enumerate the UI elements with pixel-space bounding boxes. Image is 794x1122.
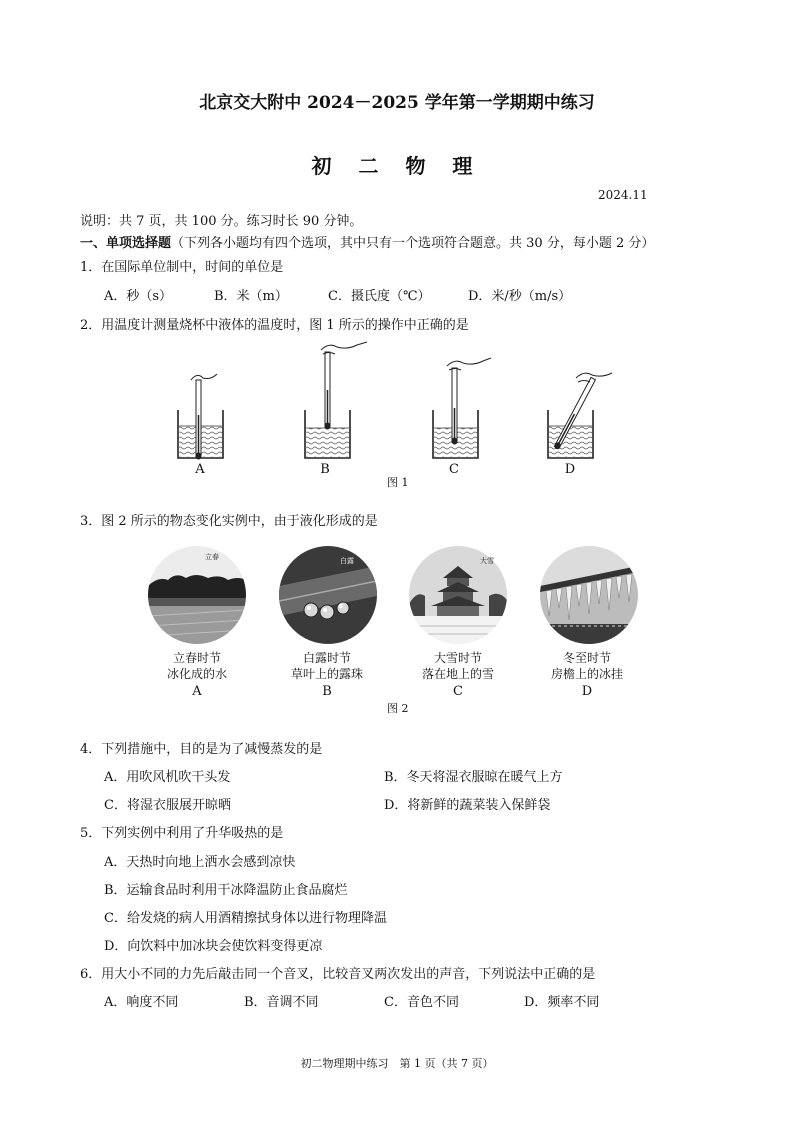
q6-option-a: A．响度不同	[104, 995, 179, 1010]
page-footer: 初二物理期中练习 第 1 页（共 7 页）	[300, 1057, 494, 1070]
exam-title: 北京交大附中 2024－2025 学年第一学期期中练习	[199, 93, 595, 113]
figure-2-caption: 图 2	[387, 702, 409, 715]
photo-spring-ice	[148, 546, 246, 644]
q4-option-b: B．冬天将湿衣服晾在暖气上方	[384, 770, 563, 785]
figure-1-caption: 图 1	[387, 476, 409, 489]
photo-caption-b-line1: 白露时节	[302, 651, 351, 665]
photo-caption-d	[527, 650, 647, 700]
photo-caption-a-line2: 冰化成的水	[166, 667, 227, 681]
question-6-stem: 6．用大小不同的力先后敲击同一个音叉，比较音叉两次发出的声音，下列说法中正确的是	[80, 967, 596, 982]
photo-tag-snow: 大雪	[480, 557, 494, 565]
subject-title: 初 二 物 理	[311, 154, 483, 178]
section-heading	[80, 232, 654, 251]
q1-option-b: B．米（m）	[214, 289, 288, 304]
question-2-stem: 2．用温度计测量烧杯中液体的温度时，图 1 所示的操作中正确的是	[80, 318, 469, 333]
question-1-stem: 1．在国际单位制中，时间的单位是	[80, 260, 284, 275]
question-5-stem: 5．下列实例中利用了升华吸热的是	[80, 826, 284, 841]
photo-caption-b-line2: 草叶上的露珠	[290, 667, 363, 681]
photo-label-d: D	[581, 684, 593, 699]
photo-caption-c	[398, 650, 518, 700]
q5-option-a: A．天热时向地上洒水会感到凉快	[104, 855, 296, 870]
photo-caption-d-line2: 房檐上的冰挂	[550, 667, 623, 681]
photo-caption-a-line1: 立春时节	[172, 651, 221, 665]
photo-caption-c-line2: 落在地上的雪	[421, 667, 494, 681]
q1-option-a: A．秒（s）	[104, 289, 173, 304]
beaker-a	[178, 374, 223, 460]
fig1-label-b: B	[320, 462, 330, 477]
exam-note: 说明：共 7 页，共 100 分。练习时长 90 分钟。	[80, 214, 363, 229]
q6-option-d: D．频率不同	[524, 995, 600, 1010]
question-4-stem: 4．下列措施中，目的是为了减慢蒸发的是	[80, 742, 323, 757]
question-3-stem: 3．图 2 所示的物态变化实例中，由于液化形成的是	[80, 514, 378, 529]
q6-option-c: C．音色不同	[384, 995, 459, 1010]
section-heading-label: 一、单项选择题	[80, 236, 172, 251]
q4-option-a: A．用吹风机吹干头发	[104, 770, 231, 785]
fig1-label-a: A	[195, 462, 205, 477]
q1-option-d: D．米/秒（m/s）	[468, 289, 572, 304]
beaker-d	[548, 373, 612, 458]
fig1-label-c: C	[449, 462, 459, 477]
photo-label-b: B	[322, 684, 332, 699]
q1-option-c: C．摄氏度（℃）	[328, 289, 431, 304]
photo-caption-d-line1: 冬至时节	[562, 651, 611, 665]
beaker-b	[305, 342, 367, 458]
beaker-c	[433, 358, 491, 458]
q4-option-d: D．将新鲜的蔬菜装入保鲜袋	[384, 798, 551, 813]
q4-option-c: C．将湿衣服展开晾晒	[104, 798, 231, 813]
figure-1-thermometers	[150, 340, 630, 465]
exam-date: 2024.11	[598, 188, 648, 202]
q5-option-d: D．向饮料中加冰块会使饮料变得更凉	[104, 939, 323, 954]
q5-option-b: B．运输食品时利用干冰降温防止食品腐烂	[104, 883, 348, 898]
photo-caption-b	[267, 650, 387, 700]
q6-option-b: B．音调不同	[244, 995, 319, 1010]
photo-caption-c-line1: 大雪时节	[433, 651, 482, 665]
photo-tag-dew: 白露	[340, 557, 354, 565]
section-instruction: （下列各小题均有四个选项，其中只有一个选项符合题意。共 30 分，每小题 2 分）	[171, 236, 655, 251]
fig1-label-d: D	[564, 462, 576, 477]
photo-winter-icicles	[540, 546, 638, 644]
photo-caption-a	[137, 650, 257, 700]
photo-label-a: A	[192, 684, 202, 699]
photo-tag-spring: 立春	[205, 553, 219, 561]
photo-white-dew	[279, 546, 377, 644]
photo-label-c: C	[453, 684, 463, 699]
q5-option-c: C．给发烧的病人用酒精擦拭身体以进行物理降温	[104, 911, 387, 926]
